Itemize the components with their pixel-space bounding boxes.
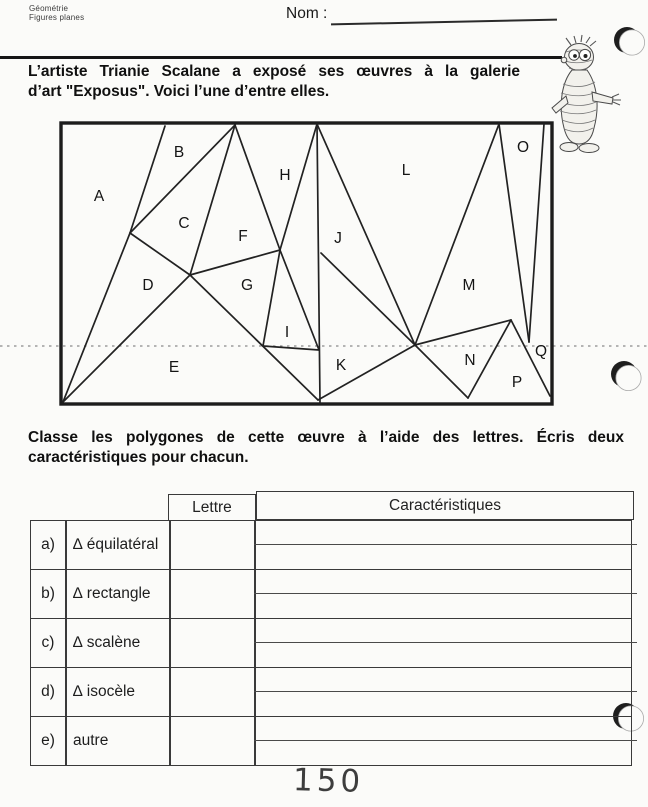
column-header-caracteristiques: Caractéristiques — [256, 491, 634, 520]
writing-line-d — [254, 691, 637, 692]
region-label-O: O — [516, 139, 530, 156]
writing-line-e — [254, 740, 637, 741]
name-label: Nom : — [286, 5, 328, 22]
region-label-A: A — [93, 188, 105, 205]
instruction-line-1: Classe les polygones de cette œuvre à l’aide des lettres. Écris deux — [28, 429, 624, 446]
region-label-M: M — [462, 277, 476, 294]
row-d-num: d) — [41, 682, 55, 700]
instruction-paragraph — [28, 428, 624, 468]
writing-line-a — [254, 544, 637, 545]
classification-table — [30, 494, 634, 767]
region-label-Q: Q — [534, 343, 548, 360]
region-label-K: K — [335, 357, 347, 374]
writing-line-c — [254, 642, 637, 643]
row-c-num: c) — [41, 633, 55, 651]
writing-line-b — [254, 593, 637, 594]
course-subtitle: Figures planes — [29, 13, 85, 22]
region-label-J: J — [334, 230, 342, 247]
row-a-num: a) — [41, 536, 55, 553]
region-label-G: G — [240, 277, 254, 294]
artwork-frame — [61, 123, 552, 404]
row-a-label: ∆ équilatéral — [73, 536, 159, 553]
region-label-B: B — [173, 144, 185, 161]
region-label-P: P — [511, 374, 523, 391]
row-d-label: ∆ isocèle — [73, 682, 136, 700]
artwork-lines — [63, 124, 550, 403]
handwritten-page-number: 150 — [292, 762, 365, 800]
region-label-L: L — [401, 162, 411, 179]
course-title: Géométrie — [29, 4, 69, 13]
row-e-label: autre — [73, 731, 109, 749]
region-label-F: F — [238, 228, 248, 245]
row-b-label: ∆ rectangle — [73, 584, 151, 602]
punch-hole-middle — [611, 361, 641, 391]
region-label-C: C — [178, 215, 190, 232]
intro-line-2: d’art "Exposus". Voici l’une d’entre elles. — [28, 83, 330, 100]
table-body — [30, 520, 632, 766]
region-label-D: D — [142, 277, 154, 294]
region-label-I: I — [284, 324, 290, 341]
region-label-N: N — [464, 352, 476, 369]
intro-line-1: L’artiste Trianie Scalane a exposé ses œuvres à la galerie — [28, 63, 520, 80]
instruction-line-2: caractéristiques pour chacun. — [28, 449, 249, 466]
row-b-num: b) — [41, 584, 55, 602]
region-label-H: H — [279, 167, 291, 184]
mummy-illustration — [552, 35, 621, 153]
row-e-num: e) — [41, 731, 55, 749]
region-label-E: E — [168, 359, 180, 376]
column-header-lettre: Lettre — [168, 494, 256, 521]
punch-hole-top — [614, 27, 645, 55]
row-c-label: ∆ scalène — [73, 633, 141, 651]
table-vline-1 — [65, 521, 67, 765]
